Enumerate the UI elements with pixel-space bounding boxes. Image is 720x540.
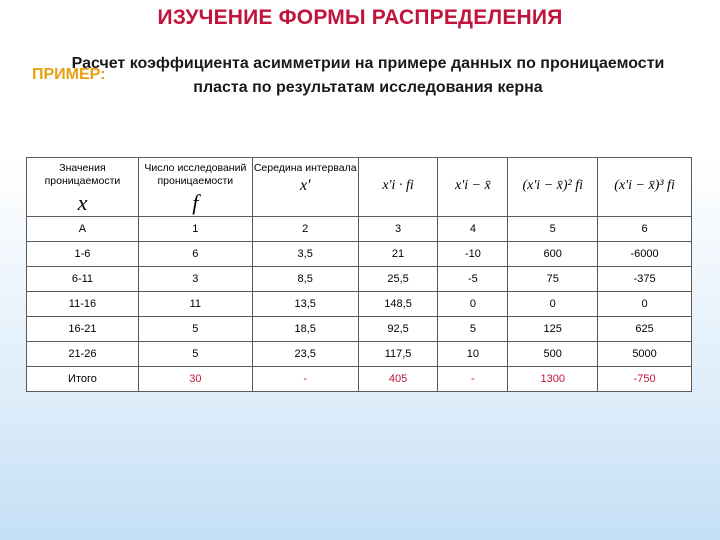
table-row [27,217,692,242]
table-cell: 5 [508,217,598,242]
table-cell: 18,5 [252,317,358,342]
table-row [27,267,692,292]
header-formula-3 [508,158,598,217]
table-total-row [27,367,692,392]
header-permeability [27,158,139,217]
table-cell: 3 [138,267,252,292]
header-formula-4 [598,158,692,217]
formula-2: x'i − x̄ [455,178,491,193]
header-permeability-label: Значения проницаемости [44,162,121,187]
table-cell: 148,5 [358,292,438,317]
table-cell: 500 [508,342,598,367]
table-cell: - [252,367,358,392]
table-cell: -375 [598,267,692,292]
table-cell: -10 [438,242,508,267]
table-cell: 11-16 [27,292,139,317]
table-cell: 1300 [508,367,598,392]
table-cell: 13,5 [252,292,358,317]
table-cell: 3,5 [252,242,358,267]
table-row [27,242,692,267]
table-cell: 405 [358,367,438,392]
header-midpoint-symbol: x' [299,177,311,194]
table-cell: 0 [598,292,692,317]
example-label: ПРИМЕР: [32,66,106,83]
table-cell: 92,5 [358,317,438,342]
table-cell: -5 [438,267,508,292]
table-cell: -750 [598,367,692,392]
table-cell: 30 [138,367,252,392]
table-cell: 10 [438,342,508,367]
table-cell: 25,5 [358,267,438,292]
table-cell: -6000 [598,242,692,267]
header-midpoint [252,158,358,217]
table-cell: 6 [138,242,252,267]
table-cell: 5000 [598,342,692,367]
table-cell: 1 [138,217,252,242]
table-cell: 5 [438,317,508,342]
header-midpoint-label: Середина интервала [253,162,357,174]
table-cell: 6 [598,217,692,242]
table-cell: 4 [438,217,508,242]
header-count [138,158,252,217]
table-cell: 75 [508,267,598,292]
table-cell: 125 [508,317,598,342]
table-cell: 6-11 [27,267,139,292]
header-count-label: Число исследований проницаемости [144,162,247,187]
formula-4: (x'i − x̄)³ fi [614,178,675,193]
subtitle [28,52,708,100]
table-cell: - [438,367,508,392]
page-title: ИЗУЧЕНИЕ ФОРМЫ РАСПРЕДЕЛЕНИЯ [157,6,563,29]
header-permeability-symbol: x [77,190,88,215]
asymmetry-table [26,157,692,392]
table-cell: 625 [598,317,692,342]
table-cell: 11 [138,292,252,317]
table-body [27,217,692,392]
table-cell: Итого [27,367,139,392]
table-cell: 1-6 [27,242,139,267]
table-cell: А [27,217,139,242]
table-cell: 21 [358,242,438,267]
table-cell: 0 [508,292,598,317]
formula-3: (x'i − x̄)² fi [522,178,583,193]
header-formula-1 [358,158,438,217]
table-cell: 600 [508,242,598,267]
table-cell: 16-21 [27,317,139,342]
subtitle-line-1: Расчет коэффициента асимметрии на примере данных по проницаемости [71,55,665,72]
table-cell: 8,5 [252,267,358,292]
subtitle-line-2: пласта по результатам исследования керна [193,79,543,96]
table-cell: 5 [138,342,252,367]
formula-1: x'i · fi [382,178,414,193]
table-cell: 3 [358,217,438,242]
table-cell: 2 [252,217,358,242]
table-row [27,317,692,342]
table-cell: 117,5 [358,342,438,367]
table-cell: 5 [138,317,252,342]
table-cell: 23,5 [252,342,358,367]
header-formula-2 [438,158,508,217]
table-header-row [27,158,692,217]
table-cell: 21-26 [27,342,139,367]
table-row [27,292,692,317]
table-cell: 0 [438,292,508,317]
header-count-symbol: f [192,190,199,215]
table-row [27,342,692,367]
